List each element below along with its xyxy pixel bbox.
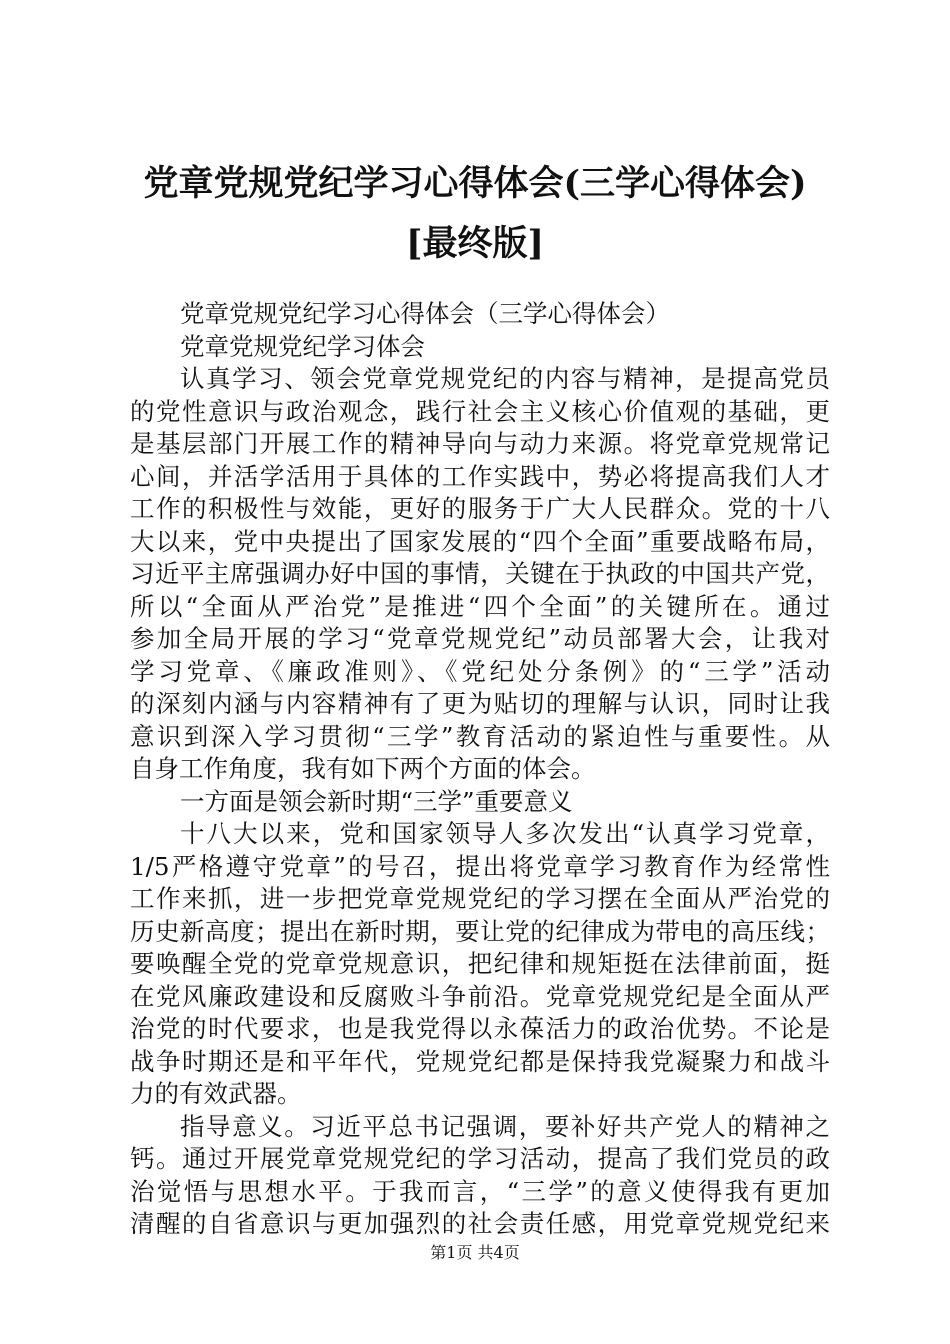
text-line: 自身工作角度，我有如下两个方面的体会。 (130, 754, 596, 783)
page-footer: 第1页 共4页 (430, 1243, 520, 1262)
text-line: 历史新高度；提出在新时期，要让党的纪律成为带电的高压线； (130, 916, 830, 946)
text-line: 治觉悟与思想水平。于我而言，“三学”的意义使得我有更加 (130, 1176, 830, 1206)
text-line: 的党性意识与政治观念，践行社会主义核心价值观的基础，更 (130, 396, 830, 426)
text-line: 1/5严格遵守党章”的号召，提出将党章学习教育作为经常性 (130, 851, 830, 881)
text-line: 是基层部门开展工作的精神导向与动力来源。将党章党规常记 (130, 429, 830, 458)
document-body (130, 298, 830, 1241)
text-line: 心间，并活学活用于具体的工作实践中，势必将提高我们人才 (130, 461, 830, 491)
text-line: 党章党规党纪学习体会 (180, 331, 425, 361)
text-line: 学习党章、《廉政准则》、《党纪处分条例》的“三学”活动 (130, 656, 830, 686)
text-line: 参加全局开展的学习“党章党规党纪”动员部署大会，让我对 (130, 624, 830, 653)
text-line: 意识到深入学习贯彻“三学”教育活动的紧迫性与重要性。从 (130, 721, 830, 751)
text-line: 要唤醒全党的党章党规意识，把纪律和规矩挺在法律前面，挺 (130, 949, 830, 978)
document-title-line1: 党章党规党纪学习心得体会(三学心得体会) (143, 163, 807, 204)
text-line: 战争时期还是和平年代，党规党纪都是保持我党凝聚力和战斗 (130, 1046, 830, 1076)
text-line: 工作来抓，进一步把党章党规党纪的学习摆在全面从严治党的 (130, 884, 830, 913)
text-line: 所以“全面从严治党”是推进“四个全面”的关键所在。通过 (130, 591, 830, 621)
text-line: 党章党规党纪学习心得体会（三学心得体会） (180, 299, 670, 328)
text-line: 钙。通过开展党章党规党纪的学习活动，提高了我们党员的政 (130, 1144, 830, 1173)
text-line: 力的有效武器。 (130, 1079, 302, 1108)
text-line: 治党的时代要求，也是我党得以永葆活力的政治优势。不论是 (130, 1014, 830, 1043)
text-line: 十八大以来，党和国家领导人多次发出“认真学习党章， (180, 819, 830, 848)
document-title-line2: [最终版] (405, 223, 545, 264)
text-line: 大以来，党中央提出了国家发展的“四个全面”重要战略布局， (130, 526, 830, 556)
text-line: 认真学习、领会党章党规党纪的内容与精神，是提高党员 (180, 364, 830, 393)
text-line: 工作的积极性与效能，更好的服务于广大人民群众。党的十八 (130, 494, 830, 523)
text-line: 的深刻内涵与内容精神有了更为贴切的理解与认识，同时让我 (130, 689, 830, 718)
text-line: 一方面是领会新时期“三学”重要意义 (180, 786, 573, 816)
text-line: 习近平主席强调办好中国的事情，关键在于执政的中国共产党， (130, 559, 830, 588)
text-line: 指导意义。习近平总书记强调，要补好共产党人的精神之 (180, 1111, 830, 1141)
text-line: 清醒的自省意识与更加强烈的社会责任感，用党章党规党纪来 (130, 1209, 830, 1238)
text-line: 在党风廉政建设和反腐败斗争前沿。党章党规党纪是全面从严 (130, 981, 830, 1011)
